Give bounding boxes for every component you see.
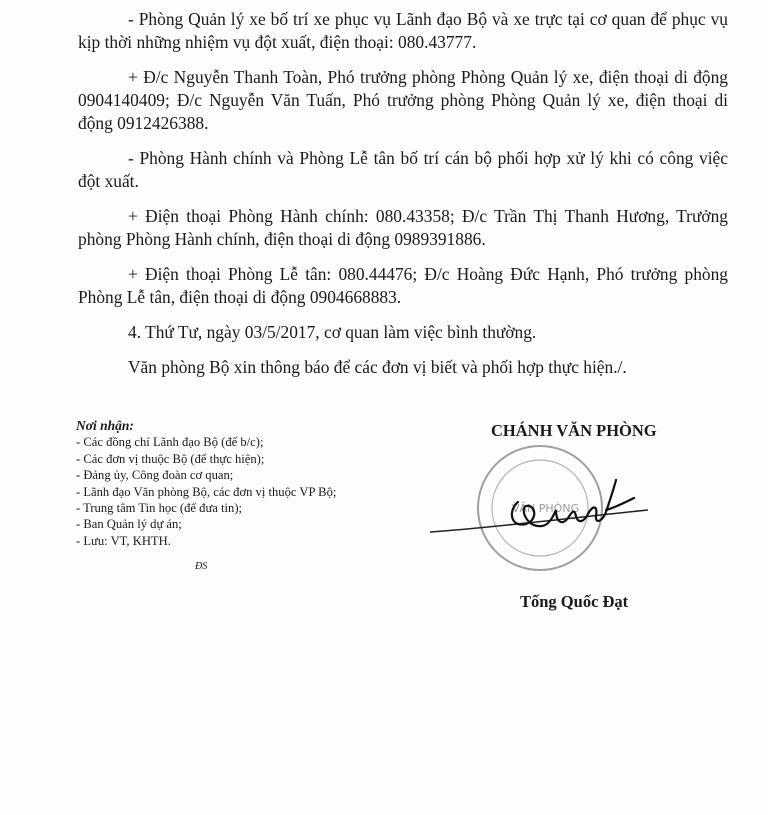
recipients-block <box>76 418 456 549</box>
handwritten-note: ĐS <box>195 561 208 572</box>
paragraph-admin-reception: - Phòng Hành chính và Phòng Lễ tân bố trí cán bộ phối hợp xử lý khi có công việc đột xuất. <box>78 148 728 191</box>
recipients-heading: Nơi nhận: <box>76 418 134 433</box>
official-stamp-signature <box>430 440 650 590</box>
recipient-item: - Ban Quản lý dự án; <box>76 517 182 532</box>
signer-title: CHÁNH VĂN PHÒNG <box>491 421 657 440</box>
paragraph-wednesday: 4. Thứ Tư, ngày 03/5/2017, cơ quan làm việc bình thường. <box>128 322 537 342</box>
signer-name: Tống Quốc Đạt <box>520 592 629 611</box>
recipient-item: - Các đồng chí Lãnh đạo Bộ (để b/c); <box>76 435 264 450</box>
recipients-list <box>76 434 456 549</box>
recipient-item: - Lưu: VT, KHTH. <box>76 533 171 548</box>
stamp-text: VĂN PHÒNG <box>512 502 580 515</box>
paragraph-closing: Văn phòng Bộ xin thông báo để các đơn vị biết và phối hợp thực hiện./. <box>128 357 627 377</box>
paragraph-reception-contacts: + Điện thoại Phòng Lễ tân: 080.44476; Đ/c Hoàng Đức Hạnh, Phó trưởng phòng Phòng Lễ tân, điện thoại di động 0904668883. <box>78 264 728 307</box>
paragraph-vehicle-contacts: + Đ/c Nguyễn Thanh Toàn, Phó trưởng phòng Phòng Quản lý xe, điện thoại di động 0904140409; Đ/c Nguyễn Văn Tuấn, Phó trưởng phòng Phòng Quản lý xe, điện thoại di động 0912426388. <box>78 67 728 133</box>
recipient-item: - Lãnh đạo Văn phòng Bộ, các đơn vị thuộc VP Bộ; <box>76 484 337 499</box>
recipient-item: - Các đơn vị thuộc Bộ (để thực hiện); <box>76 451 265 466</box>
recipient-item: - Trung tâm Tin học (để đưa tin); <box>76 501 243 516</box>
document-body <box>78 8 728 379</box>
paragraph-admin-contacts: + Điện thoại Phòng Hành chính: 080.43358; Đ/c Trần Thị Thanh Hương, Trưởng phòng Phòng Hành chính, điện thoại di động 0989391886. <box>78 206 728 249</box>
recipient-item: - Đảng ủy, Công đoàn cơ quan; <box>76 468 234 483</box>
paragraph-vehicle-management: - Phòng Quản lý xe bố trí xe phục vụ Lãnh đạo Bộ và xe trực tại cơ quan để phục vụ kịp thời những nhiệm vụ đột xuất, điện thoại: 080.43777. <box>78 9 728 52</box>
